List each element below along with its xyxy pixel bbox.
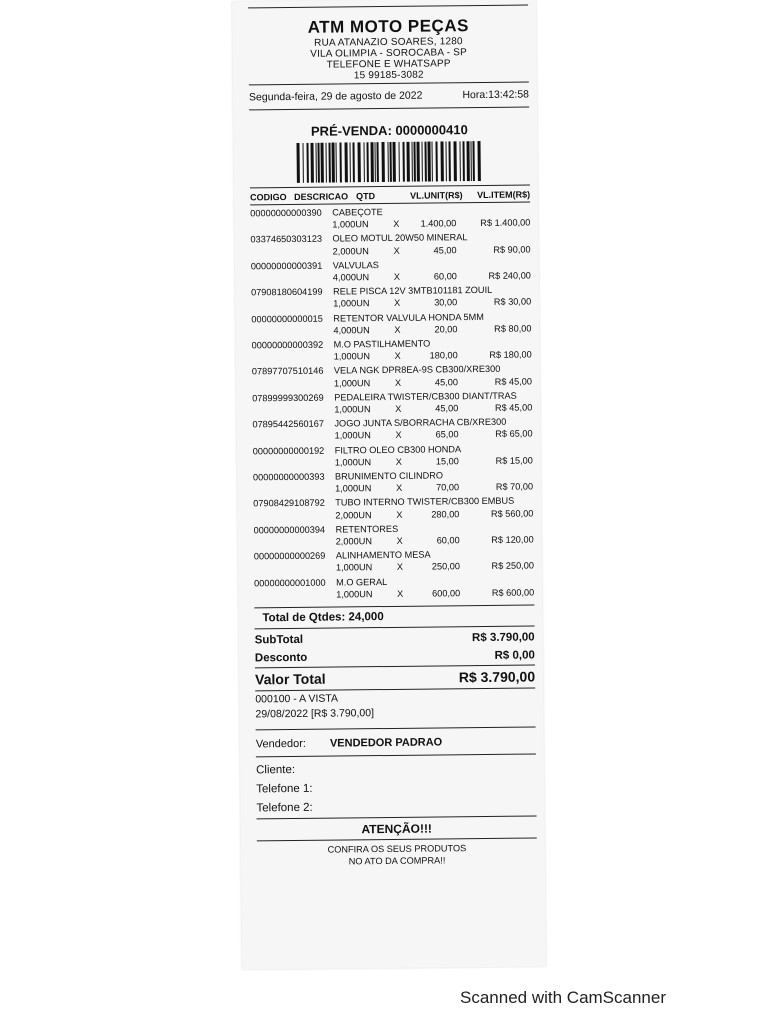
barcode-bar [466, 141, 469, 181]
item-times: X [395, 403, 402, 414]
seller-label: Vendedor: [255, 737, 307, 751]
item-times: X [394, 351, 401, 362]
item-unit-price: 600,00 [432, 588, 461, 599]
item-quantity: 1,000UN [333, 298, 370, 309]
item-total: R$ 15,00 [495, 455, 533, 466]
divider [249, 81, 529, 85]
item-description: VALVULAS [332, 259, 379, 271]
discount-value: R$ 0,00 [494, 649, 535, 662]
list-item [250, 231, 530, 258]
item-total: R$ 65,00 [495, 428, 533, 440]
item-total: R$ 120,00 [491, 534, 534, 545]
item-quantity: 2,000UN [335, 536, 372, 547]
barcode-bar [472, 141, 474, 181]
phone-number: 15 99185-3082 [353, 69, 424, 82]
item-quantity: 1,000UN [335, 483, 372, 494]
item-description: BRUNIMENTO CILINDRO [334, 470, 444, 482]
barcode-bar [387, 142, 388, 182]
barcode-bar [427, 142, 430, 182]
item-unit-price: 45,00 [434, 376, 459, 388]
item-code: 07897707510146 [251, 366, 324, 377]
item-description: JOGO JUNTA S/BORRACHA CB/XRE300 [334, 416, 507, 429]
address-line-2: VILA OLIMPIA - SOROCABA - SP [310, 47, 467, 60]
barcode-bar [370, 142, 373, 182]
barcode-bar [381, 142, 384, 182]
barcode [294, 141, 484, 183]
barcode-bar [424, 142, 426, 182]
item-quantity: 1,000UN [336, 589, 373, 600]
prevenda-number: PRÉ-VENDA: 0000000410 [310, 122, 468, 139]
sale-time: Hora:13:42:58 [462, 88, 530, 102]
list-item [252, 416, 532, 443]
item-total: R$ 600,00 [491, 587, 535, 598]
barcode-bar [431, 142, 432, 182]
barcode-bar [366, 142, 368, 182]
barcode-bar [459, 141, 460, 181]
item-quantity: 2,000UN [332, 245, 369, 257]
barcode-bar [421, 142, 422, 182]
item-code: 03374650303123 [250, 234, 323, 245]
barcode-bar [453, 141, 456, 181]
item-description: ALINHAMENTO MESA [335, 549, 431, 561]
barcode-bar [376, 142, 378, 182]
item-code: 07908180604199 [251, 286, 323, 298]
item-code: 00000000000015 [251, 313, 323, 325]
shop-name: ATM MOTO PEÇAS [307, 16, 469, 37]
item-times: X [395, 430, 402, 441]
barcode-bar [413, 142, 415, 182]
list-item [252, 363, 532, 390]
barcode-bar [339, 142, 341, 182]
item-times: X [396, 562, 404, 573]
list-item [251, 310, 531, 337]
item-code: 00000000000393 [252, 471, 325, 483]
subtotal-row [255, 629, 535, 650]
item-times: X [394, 298, 401, 309]
divider [256, 754, 536, 758]
barcode-bar [306, 143, 308, 183]
item-quantity: 4,000UN [332, 272, 370, 283]
attention-line-1: CONFIRA OS SEUS PRODUTOS [327, 843, 467, 855]
list-item [254, 574, 534, 601]
col-vl-item: VL.ITEM(R$) [476, 189, 531, 201]
list-item [253, 442, 533, 469]
item-code: 00000000000390 [250, 207, 322, 219]
barcode-bar [335, 143, 336, 183]
contact-label: TELEFONE E WHATSAPP [326, 58, 451, 71]
item-total: R$ 1.400,00 [480, 217, 531, 229]
barcode-bar [315, 143, 316, 183]
item-code: 00000000000392 [251, 339, 324, 351]
barcode-bar [374, 142, 375, 182]
list-item [251, 284, 531, 311]
barcode-bar [406, 142, 409, 182]
phone1-field: Telefone 1: [256, 782, 313, 796]
col-vl-unit: VL.UNIT(R$) [409, 190, 463, 201]
total-label: Valor Total [255, 670, 326, 688]
subtotal-value: R$ 3.790,00 [471, 631, 535, 645]
item-description: FILTRO OLEO CB300 HONDA [334, 443, 462, 456]
barcode-bar [310, 143, 313, 183]
list-item [253, 495, 533, 522]
item-total: R$ 80,00 [494, 323, 532, 334]
list-item [253, 469, 533, 496]
client-field: Cliente: [255, 764, 296, 777]
item-unit-price: 45,00 [435, 403, 459, 414]
barcode-bar [445, 141, 446, 181]
barcode-bar [398, 142, 399, 182]
total-row [255, 666, 535, 691]
item-description: RELE PISCA 12V 3MTB101181 ZOUIL [333, 285, 493, 297]
divider [248, 4, 528, 8]
barcode-bar [435, 141, 437, 181]
item-quantity: 1,000UN [334, 404, 371, 415]
seller-line [256, 736, 536, 751]
item-quantity: 2,000UN [335, 509, 372, 521]
item-total: R$ 45,00 [494, 376, 533, 387]
col-codigo: CODIGO [250, 192, 287, 203]
item-total: R$ 180,00 [489, 349, 532, 361]
item-times: X [397, 588, 404, 599]
subtotal-label: SubTotal [254, 633, 304, 647]
item-total: R$ 250,00 [491, 560, 534, 572]
item-unit-price: 15,00 [435, 456, 459, 467]
item-description: PEDALEIRA TWISTER/CB300 DIANT/TRAS [334, 390, 517, 403]
seller-name: VENDEDOR PADRAO [329, 736, 443, 750]
item-total: R$ 240,00 [488, 270, 531, 281]
receipt-content [248, 0, 537, 868]
divider [249, 106, 529, 110]
item-code: 07908429108792 [253, 498, 325, 509]
receipt [232, 0, 546, 970]
barcode-bar [357, 142, 360, 182]
item-times: X [396, 509, 403, 520]
item-code: 07899999300269 [252, 392, 324, 404]
attention-title: ATENÇÃO!!! [361, 821, 432, 837]
item-total: R$ 70,00 [495, 481, 534, 493]
item-unit-price: 20,00 [434, 324, 458, 335]
item-description: RETENTORES [335, 523, 399, 535]
item-times: X [393, 219, 400, 230]
item-unit-price: 250,00 [431, 561, 460, 573]
barcode-bar [302, 143, 303, 183]
barcode-bar [344, 142, 347, 182]
item-unit-price: 70,00 [436, 482, 460, 493]
item-code: 00000000001000 [254, 577, 326, 589]
barcode-bar [462, 141, 464, 181]
barcode-bar [363, 142, 364, 182]
list-item [252, 337, 532, 364]
item-times: X [395, 483, 403, 494]
item-times: X [393, 245, 400, 256]
item-quantity: 1,000UN [333, 377, 371, 389]
barcode-bar [416, 142, 419, 182]
item-description: CABEÇOTE [332, 207, 383, 218]
item-times: X [394, 377, 402, 388]
item-description: OLEO MOTUL 20W50 MINERAL [332, 232, 468, 244]
divider [256, 727, 536, 731]
item-times: X [393, 271, 401, 282]
item-quantity: 1,000UN [333, 351, 371, 362]
total-value: R$ 3.790,00 [458, 668, 536, 686]
item-total: R$ 90,00 [493, 244, 531, 255]
barcode-bar [477, 141, 480, 181]
sale-date: Segunda-feira, 29 de agosto de 2022 [248, 89, 423, 104]
item-total: R$ 45,00 [494, 402, 533, 413]
barcode-bar [470, 141, 471, 181]
date-time-line [249, 88, 529, 103]
divider [257, 838, 537, 842]
divider [250, 184, 530, 188]
items-list [250, 204, 534, 601]
item-code: 00000000000269 [253, 550, 326, 562]
barcode-bar [325, 143, 326, 183]
item-code: 00000000000391 [250, 260, 323, 272]
item-unit-price: 30,00 [434, 297, 458, 308]
divider [254, 605, 534, 609]
barcode-bar [296, 143, 299, 183]
item-unit-price: 65,00 [435, 429, 459, 440]
scanner-watermark: Scanned with CamScanner [460, 988, 667, 1007]
barcode-bar [392, 142, 395, 182]
barcode-bar [317, 143, 319, 183]
item-description: TUBO INTERNO TWISTER/CB300 EMBUS [335, 496, 515, 509]
barcode-bar [440, 141, 443, 181]
col-descricao: DESCRICAO [294, 191, 349, 202]
item-quantity: 1,000UN [335, 562, 373, 574]
address-line-1: RUA ATANAZIO SOARES, 1280 [314, 36, 463, 49]
item-description: RETENTOR VALVULA HONDA 5MM [333, 311, 484, 324]
list-item [250, 204, 530, 231]
item-quantity: 4,000UN [333, 324, 370, 336]
item-total: R$ 560,00 [490, 508, 534, 519]
item-code: 00000000000192 [252, 445, 325, 457]
item-quantity: 1,000UN [334, 430, 371, 441]
item-times: X [396, 535, 403, 546]
item-unit-price: 60,00 [433, 271, 457, 282]
list-item [251, 257, 531, 284]
attention-line-2: NO ATO DA COMPRA!! [348, 855, 446, 867]
list-item [253, 521, 533, 548]
list-item [252, 389, 532, 416]
payment-detail: 29/08/2022 [R$ 3.790,00] [255, 707, 375, 721]
item-code: 00000000000394 [253, 524, 326, 536]
item-quantity: 1,000UN [334, 457, 372, 468]
barcode-bar [331, 143, 334, 183]
item-unit-price: 180,00 [429, 350, 458, 361]
barcode-bar [389, 142, 391, 182]
payment-method: 000100 - A VISTA [255, 692, 339, 706]
item-description: VELA NGK DPR8EA-9S CB300/XRE300 [333, 364, 501, 376]
barcode-bar [320, 143, 323, 183]
item-times: X [394, 324, 401, 335]
item-times: X [395, 456, 402, 467]
barcode-bar [402, 142, 404, 182]
item-unit-price: 280,00 [431, 508, 460, 520]
total-quantities: Total de Qtdes: 24,000 [262, 611, 384, 625]
phone2-field: Telefone 2: [256, 801, 313, 815]
barcode-bar [352, 142, 354, 182]
discount-label: Desconto [254, 651, 308, 665]
item-unit-price: 60,00 [436, 535, 460, 546]
barcode-bar [328, 143, 330, 183]
item-description: M.O GERAL [336, 576, 388, 588]
item-description: M.O PASTILHAMENTO [333, 338, 431, 350]
item-unit-price: 45,00 [433, 244, 457, 256]
item-unit-price: 1.400,00 [420, 218, 457, 229]
item-total: R$ 30,00 [493, 296, 532, 308]
col-qtd: QTD [356, 191, 376, 202]
list-item [254, 548, 534, 575]
item-code: 07895442560167 [252, 418, 325, 430]
barcode-bar [448, 141, 450, 181]
barcode-bar [411, 142, 412, 182]
barcode-bar [349, 142, 350, 182]
item-quantity: 1,000UN [332, 219, 369, 230]
